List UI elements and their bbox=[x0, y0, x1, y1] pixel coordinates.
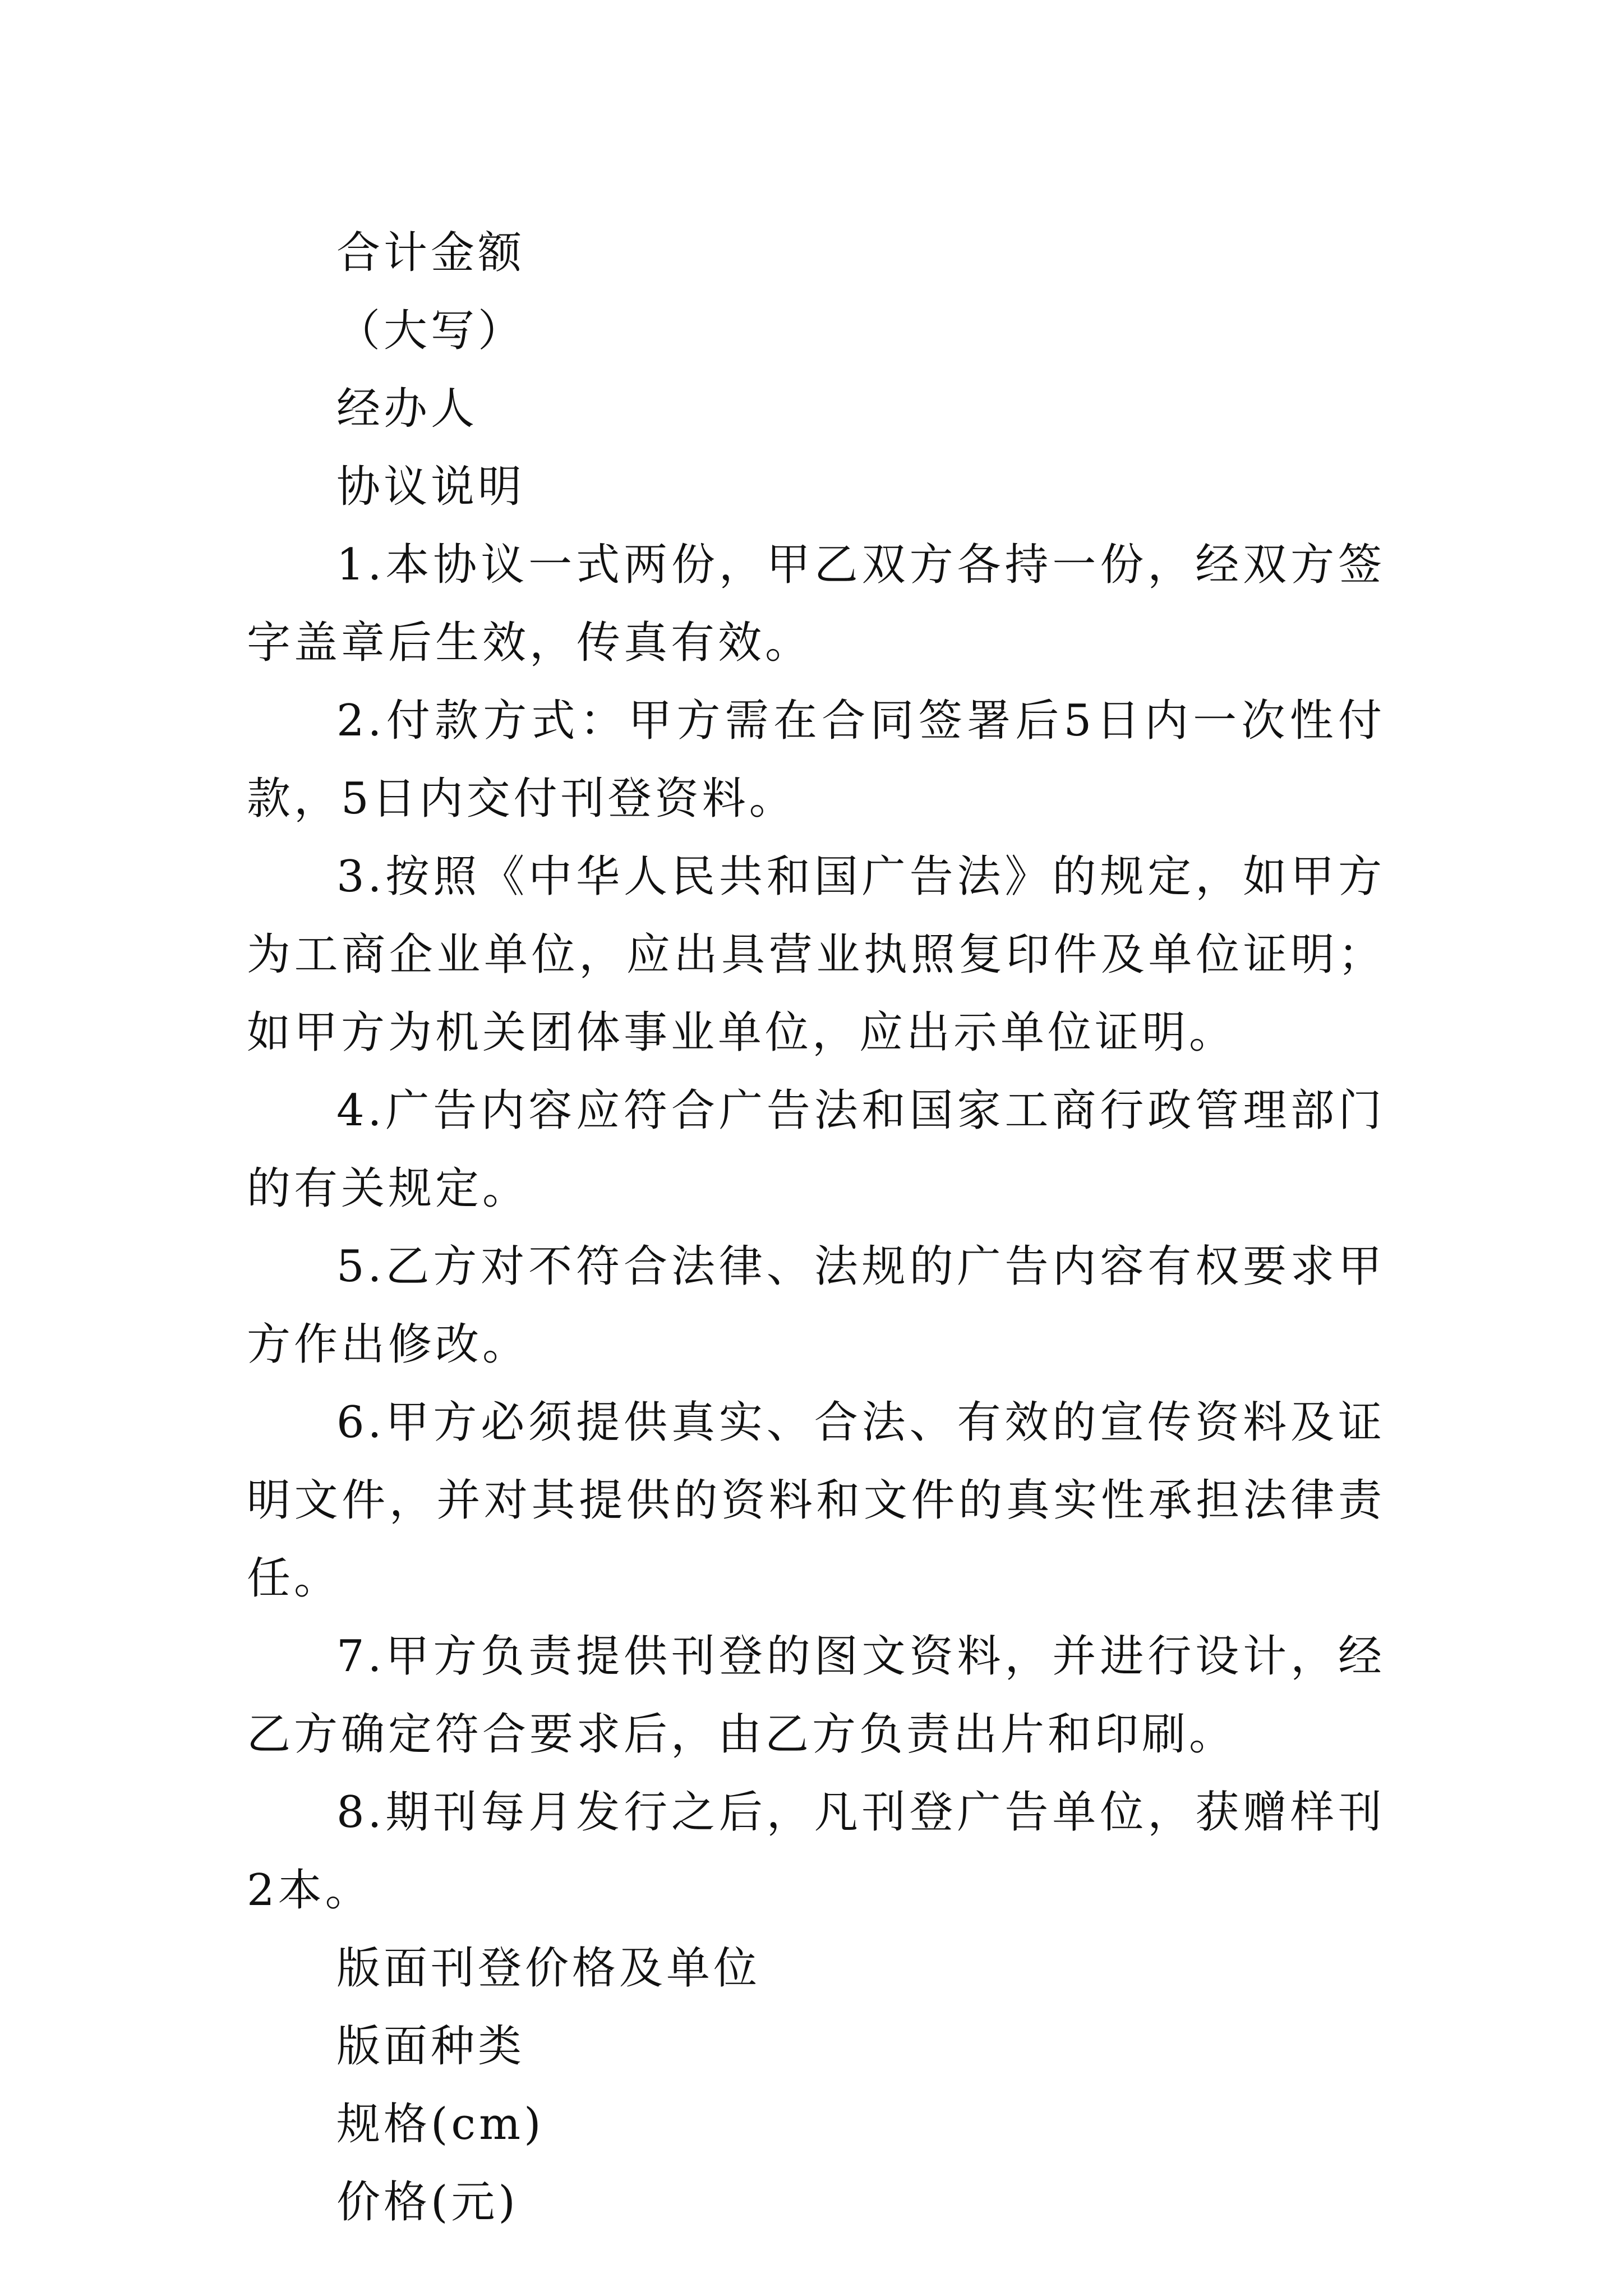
agreement-item-2: 2.付款方式：甲方需在合同签署后5日内一次性付款，5日内交付刊登资料。 bbox=[247, 696, 1385, 824]
agreement-item-1: 1.本协议一式两份，甲乙双方各持一份，经双方签字盖章后生效，传真有效。 bbox=[247, 540, 1385, 668]
total-amount-label: 合计金额 bbox=[336, 228, 525, 278]
uppercase-note: （大写） bbox=[336, 306, 525, 356]
agreement-item-4: 4.广告内容应符合广告法和国家工商行政管理部门的有关规定。 bbox=[247, 1085, 1385, 1214]
layout-type-label: 版面种类 bbox=[336, 2021, 525, 2072]
price-heading: 版面刊登价格及单位 bbox=[336, 1943, 761, 1994]
agreement-item-5: 5.乙方对不符合法律、法规的广告内容有权要求甲方作出修改。 bbox=[247, 1241, 1385, 1370]
size-label: 规格(cm) bbox=[336, 2099, 545, 2150]
agreement-notes-heading: 协议说明 bbox=[336, 462, 525, 512]
agreement-item-6: 6.甲方必须提供真实、合法、有效的宣传资料及证明文件，并对其提供的资料和文件的真实性承担法律责任。 bbox=[247, 1397, 1385, 1604]
agreement-item-3: 3.按照《中华人民共和国广告法》的规定，如甲方为工商企业单位，应出具营业执照复印件及单位证明；如甲方为机关团体事业单位，应出示单位证明。 bbox=[247, 852, 1385, 1058]
agreement-item-7: 7.甲方负责提供刊登的图文资料，并进行设计，经乙方确定符合要求后，由乙方负责出片和印刷。 bbox=[247, 1631, 1385, 1760]
document-body bbox=[247, 214, 1385, 2242]
price-label: 价格(元) bbox=[336, 2177, 519, 2228]
agreement-item-8: 8.期刊每月发行之后，凡刊登广告单位，获赠样刊2本。 bbox=[247, 1787, 1385, 1916]
handler-label: 经办人 bbox=[336, 384, 478, 434]
